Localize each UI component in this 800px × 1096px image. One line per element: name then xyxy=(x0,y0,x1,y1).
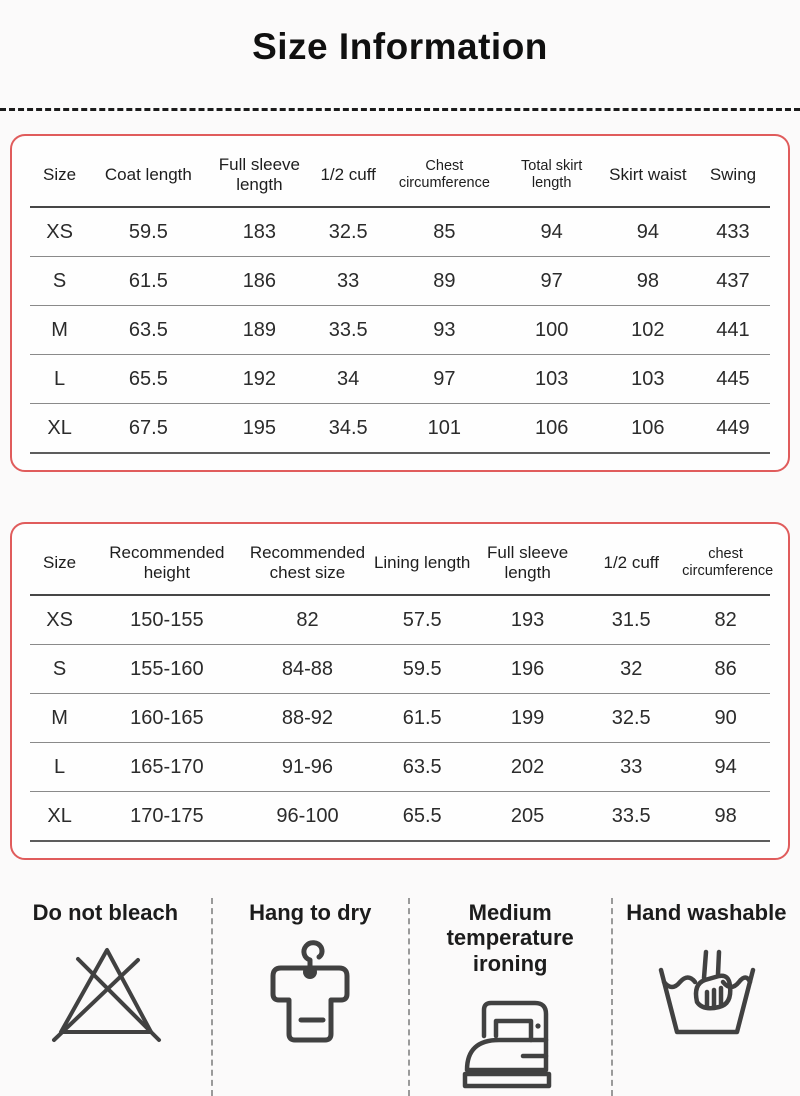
column-header: chest circumference xyxy=(681,532,770,595)
value-cell: 441 xyxy=(696,306,770,355)
value-cell: 101 xyxy=(385,404,503,454)
column-header: 1/2 cuff xyxy=(581,532,681,595)
table-row xyxy=(30,743,770,792)
column-header: Chest circumference xyxy=(385,144,503,207)
value-cell: 34.5 xyxy=(311,404,385,454)
value-cell: 59.5 xyxy=(370,645,474,694)
care-instructions xyxy=(0,898,800,1096)
value-cell: 445 xyxy=(696,355,770,404)
header-row xyxy=(30,532,770,595)
value-cell: 97 xyxy=(385,355,503,404)
value-cell: 33.5 xyxy=(581,792,681,842)
iron-icon xyxy=(410,984,611,1096)
value-cell: 195 xyxy=(208,404,312,454)
page-title: Size Information xyxy=(252,26,548,67)
value-cell: 34 xyxy=(311,355,385,404)
value-cell: 94 xyxy=(600,207,696,257)
value-cell: 449 xyxy=(696,404,770,454)
value-cell: 433 xyxy=(696,207,770,257)
value-cell: 102 xyxy=(600,306,696,355)
value-cell: 82 xyxy=(245,595,371,645)
value-cell: 33 xyxy=(581,743,681,792)
hang-to-dry-icon xyxy=(213,936,408,1048)
column-header: Coat length xyxy=(89,144,207,207)
value-cell: 103 xyxy=(504,355,600,404)
size-cell: XS xyxy=(30,595,89,645)
size-cell: XS xyxy=(30,207,89,257)
care-item-label: Hand washable xyxy=(626,900,787,925)
size-cell: M xyxy=(30,694,89,743)
value-cell: 199 xyxy=(474,694,581,743)
value-cell: 94 xyxy=(681,743,770,792)
value-cell: 155-160 xyxy=(89,645,244,694)
value-cell: 31.5 xyxy=(581,595,681,645)
column-header: Recommended chest size xyxy=(245,532,371,595)
value-cell: 96-100 xyxy=(245,792,371,842)
column-header: Size xyxy=(30,144,89,207)
value-cell: 94 xyxy=(504,207,600,257)
value-cell: 82 xyxy=(681,595,770,645)
value-cell: 186 xyxy=(208,257,312,306)
care-item-hand-washable xyxy=(613,898,800,1096)
table-row xyxy=(30,306,770,355)
value-cell: 33.5 xyxy=(311,306,385,355)
value-cell: 57.5 xyxy=(370,595,474,645)
value-cell: 32.5 xyxy=(581,694,681,743)
column-header: Lining length xyxy=(370,532,474,595)
value-cell: 193 xyxy=(474,595,581,645)
dashed-divider xyxy=(0,108,800,111)
value-cell: 61.5 xyxy=(89,257,207,306)
value-cell: 100 xyxy=(504,306,600,355)
value-cell: 150-155 xyxy=(89,595,244,645)
value-cell: 63.5 xyxy=(89,306,207,355)
value-cell: 196 xyxy=(474,645,581,694)
value-cell: 61.5 xyxy=(370,694,474,743)
value-cell: 32 xyxy=(581,645,681,694)
value-cell: 91-96 xyxy=(245,743,371,792)
column-header: Size xyxy=(30,532,89,595)
size-cell: XL xyxy=(30,792,89,842)
column-header: Skirt waist xyxy=(600,144,696,207)
value-cell: 33 xyxy=(311,257,385,306)
value-cell: 98 xyxy=(600,257,696,306)
value-cell: 106 xyxy=(504,404,600,454)
size-table-card-top xyxy=(10,134,790,472)
value-cell: 90 xyxy=(681,694,770,743)
value-cell: 84-88 xyxy=(245,645,371,694)
value-cell: 85 xyxy=(385,207,503,257)
hand-wash-icon xyxy=(613,936,800,1048)
value-cell: 170-175 xyxy=(89,792,244,842)
care-item-medium-iron xyxy=(410,898,613,1096)
table-row xyxy=(30,404,770,454)
value-cell: 183 xyxy=(208,207,312,257)
value-cell: 205 xyxy=(474,792,581,842)
value-cell: 93 xyxy=(385,306,503,355)
size-table-card-bottom xyxy=(10,522,790,860)
care-item-label: Do not bleach xyxy=(32,900,179,925)
size-cell: XL xyxy=(30,404,89,454)
do-not-bleach-icon xyxy=(0,936,211,1048)
header-row xyxy=(30,144,770,207)
value-cell: 437 xyxy=(696,257,770,306)
value-cell: 160-165 xyxy=(89,694,244,743)
table-row xyxy=(30,645,770,694)
column-header: Full sleeve length xyxy=(474,532,581,595)
size-cell: S xyxy=(30,257,89,306)
care-item-label: Hang to dry xyxy=(249,900,372,925)
value-cell: 97 xyxy=(504,257,600,306)
value-cell: 59.5 xyxy=(89,207,207,257)
value-cell: 63.5 xyxy=(370,743,474,792)
fit-size-table xyxy=(30,532,774,842)
value-cell: 86 xyxy=(681,645,770,694)
value-cell: 65.5 xyxy=(370,792,474,842)
table-row xyxy=(30,207,770,257)
column-header: 1/2 cuff xyxy=(311,144,385,207)
value-cell: 65.5 xyxy=(89,355,207,404)
care-item-label: Medium temperature ironing xyxy=(446,900,574,976)
value-cell: 165-170 xyxy=(89,743,244,792)
value-cell: 98 xyxy=(681,792,770,842)
table-row xyxy=(30,694,770,743)
column-header: Recommended height xyxy=(89,532,244,595)
size-cell: S xyxy=(30,645,89,694)
care-item-hang-to-dry xyxy=(213,898,410,1096)
value-cell: 67.5 xyxy=(89,404,207,454)
value-cell: 106 xyxy=(600,404,696,454)
value-cell: 192 xyxy=(208,355,312,404)
value-cell: 88-92 xyxy=(245,694,371,743)
table-row xyxy=(30,257,770,306)
value-cell: 89 xyxy=(385,257,503,306)
column-header: Full sleeve length xyxy=(208,144,312,207)
size-cell: L xyxy=(30,355,89,404)
value-cell: 103 xyxy=(600,355,696,404)
value-cell: 189 xyxy=(208,306,312,355)
size-cell: L xyxy=(30,743,89,792)
value-cell: 202 xyxy=(474,743,581,792)
value-cell: 32.5 xyxy=(311,207,385,257)
size-cell: M xyxy=(30,306,89,355)
table-row xyxy=(30,355,770,404)
care-item-do-not-bleach xyxy=(0,898,213,1096)
column-header: Swing xyxy=(696,144,770,207)
table-row xyxy=(30,595,770,645)
table-row xyxy=(30,792,770,842)
column-header: Total skirt length xyxy=(504,144,600,207)
coat-size-table xyxy=(30,144,770,454)
